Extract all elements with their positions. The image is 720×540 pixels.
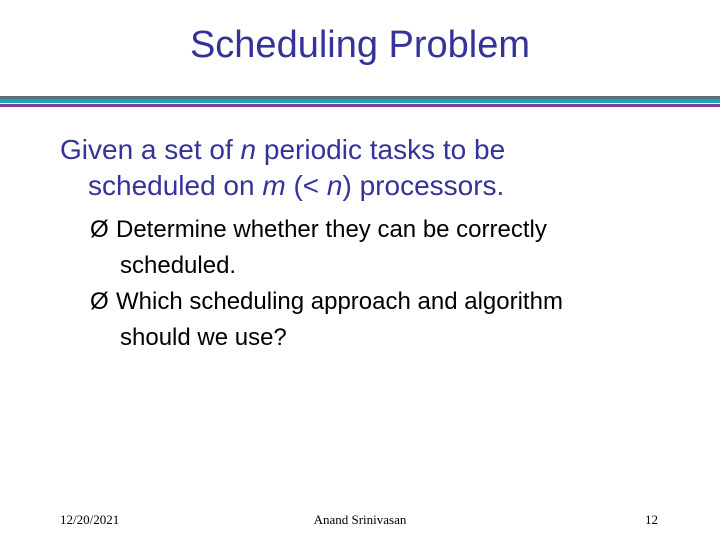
main-point [60, 132, 660, 204]
text-segment: ) processors. [342, 170, 505, 201]
footer-page-number: 12 [645, 512, 658, 527]
text-segment: (< [285, 170, 327, 201]
variable-n: n [240, 134, 257, 165]
slide-title: Scheduling Problem [189, 24, 531, 66]
text-segment: Given a set of [60, 134, 241, 165]
text-segment: scheduled on [88, 170, 263, 201]
title-divider-purple [0, 104, 720, 107]
main-point-line1 [60, 134, 505, 165]
sub-bullet [90, 284, 690, 356]
arrow-bullet-icon: Ø [90, 288, 109, 315]
footer-date: 12/20/2021 [60, 512, 120, 527]
sub-bullet-line2: should we use? [120, 324, 287, 351]
main-point-line2 [60, 168, 660, 204]
sub-bullet-line1: Determine whether they can be correctly [116, 216, 547, 243]
footer-author: Anand Srinivasan [313, 512, 407, 527]
sub-bullet [90, 212, 690, 284]
arrow-bullet-icon: Ø [90, 216, 109, 243]
title-divider-teal [0, 99, 720, 103]
variable-n: n [326, 170, 343, 201]
sub-bullet-line2: scheduled. [120, 252, 237, 279]
sub-bullet-line1: Which scheduling approach and algorithm [116, 288, 563, 315]
text-segment: periodic tasks to be [256, 134, 506, 165]
variable-m: m [262, 170, 286, 201]
